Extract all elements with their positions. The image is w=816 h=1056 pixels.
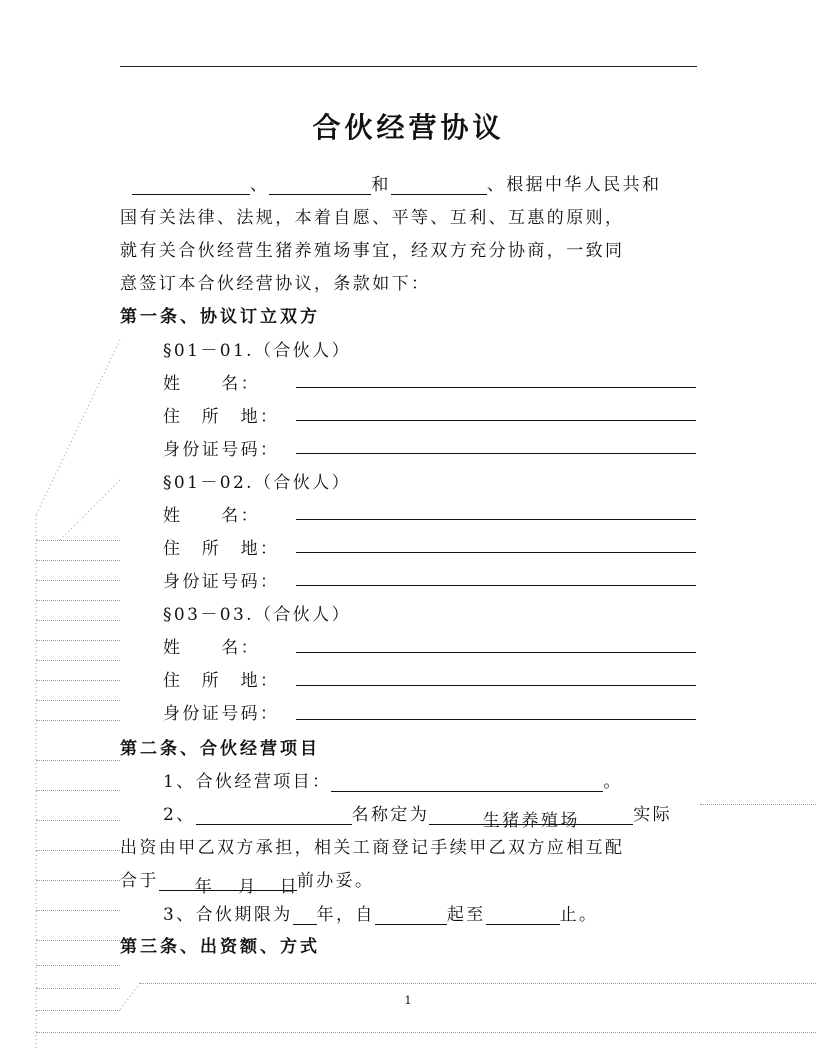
term-start-blank[interactable]: [375, 906, 447, 925]
partner-3-header: §03－03.（合伙人）: [163, 605, 351, 625]
partner-2-address-field[interactable]: [296, 552, 696, 553]
partner-2-id-field[interactable]: [296, 585, 696, 586]
deadline-date-field[interactable]: 年 月 日: [159, 872, 297, 891]
intro-line-1: 、 和 、根据中华人民共和: [120, 170, 661, 195]
term-end-blank[interactable]: [486, 906, 560, 925]
partner-2-name-label: 姓 名：: [163, 506, 260, 526]
partner-1-id-label: 身份证号码：: [163, 440, 280, 460]
intro-line-2: 国有关法律、法规，本着自愿、平等、互利、互惠的原则，: [120, 208, 625, 228]
article-2-item-2-line-3: 合于 年 月 日前办妥。: [120, 871, 375, 897]
partner-1-name-label: 姓 名：: [163, 374, 260, 394]
partner-2-name-field[interactable]: [296, 519, 696, 520]
intro-line-4: 意签订本合伙经营协议，条款如下：: [120, 274, 431, 294]
partner-3-id-field[interactable]: [296, 719, 696, 720]
article-3-heading: 第三条、出资额、方式: [120, 937, 320, 957]
party-b-blank[interactable]: [269, 176, 371, 195]
partner-2-header: §01－02.（合伙人）: [163, 473, 351, 493]
partner-1-id-field[interactable]: [296, 453, 696, 454]
partner-3-name-field[interactable]: [296, 652, 696, 653]
page-number: 1: [404, 994, 412, 1007]
document-title: 合伙经营协议: [312, 111, 505, 144]
term-years-blank[interactable]: [293, 906, 317, 925]
project-name-blank[interactable]: [331, 773, 603, 792]
article-2-heading: 第二条、合伙经营项目: [120, 739, 320, 759]
partner-1-name-field[interactable]: [296, 387, 696, 388]
party-a-blank[interactable]: [132, 176, 250, 195]
article-2-item-2: 2、 名称定为 生猪养殖场 实际: [163, 805, 673, 831]
partner-3-id-label: 身份证号码：: [163, 704, 280, 724]
intro-line-3: 就有关合伙经营生猪养殖场事宜，经双方充分协商，一致同: [120, 241, 625, 261]
article-2-item-3: 3、合伙期限为 年，自 起至 止。: [163, 905, 599, 925]
header-rule: [120, 66, 697, 67]
partner-2-id-label: 身份证号码：: [163, 572, 280, 592]
partner-3-address-field[interactable]: [296, 685, 696, 686]
entity-name-field[interactable]: 生猪养殖场: [429, 806, 633, 825]
article-2-item-1: 1、合伙经营项目： 。: [163, 772, 623, 792]
partner-1-address-label: 住 所 地：: [163, 407, 280, 427]
partner-3-name-label: 姓 名：: [163, 638, 260, 658]
article-1-heading: 第一条、协议订立双方: [120, 307, 320, 327]
partner-1-address-field[interactable]: [296, 420, 696, 421]
entity-blank[interactable]: [196, 806, 352, 825]
partner-2-address-label: 住 所 地：: [163, 539, 280, 559]
partner-3-address-label: 住 所 地：: [163, 671, 280, 691]
partner-1-header: §01－01.（合伙人）: [163, 341, 351, 361]
party-c-blank[interactable]: [391, 176, 487, 195]
article-2-item-2-line-2: 出资由甲乙双方承担，相关工商登记手续甲乙双方应相互配: [120, 838, 625, 858]
